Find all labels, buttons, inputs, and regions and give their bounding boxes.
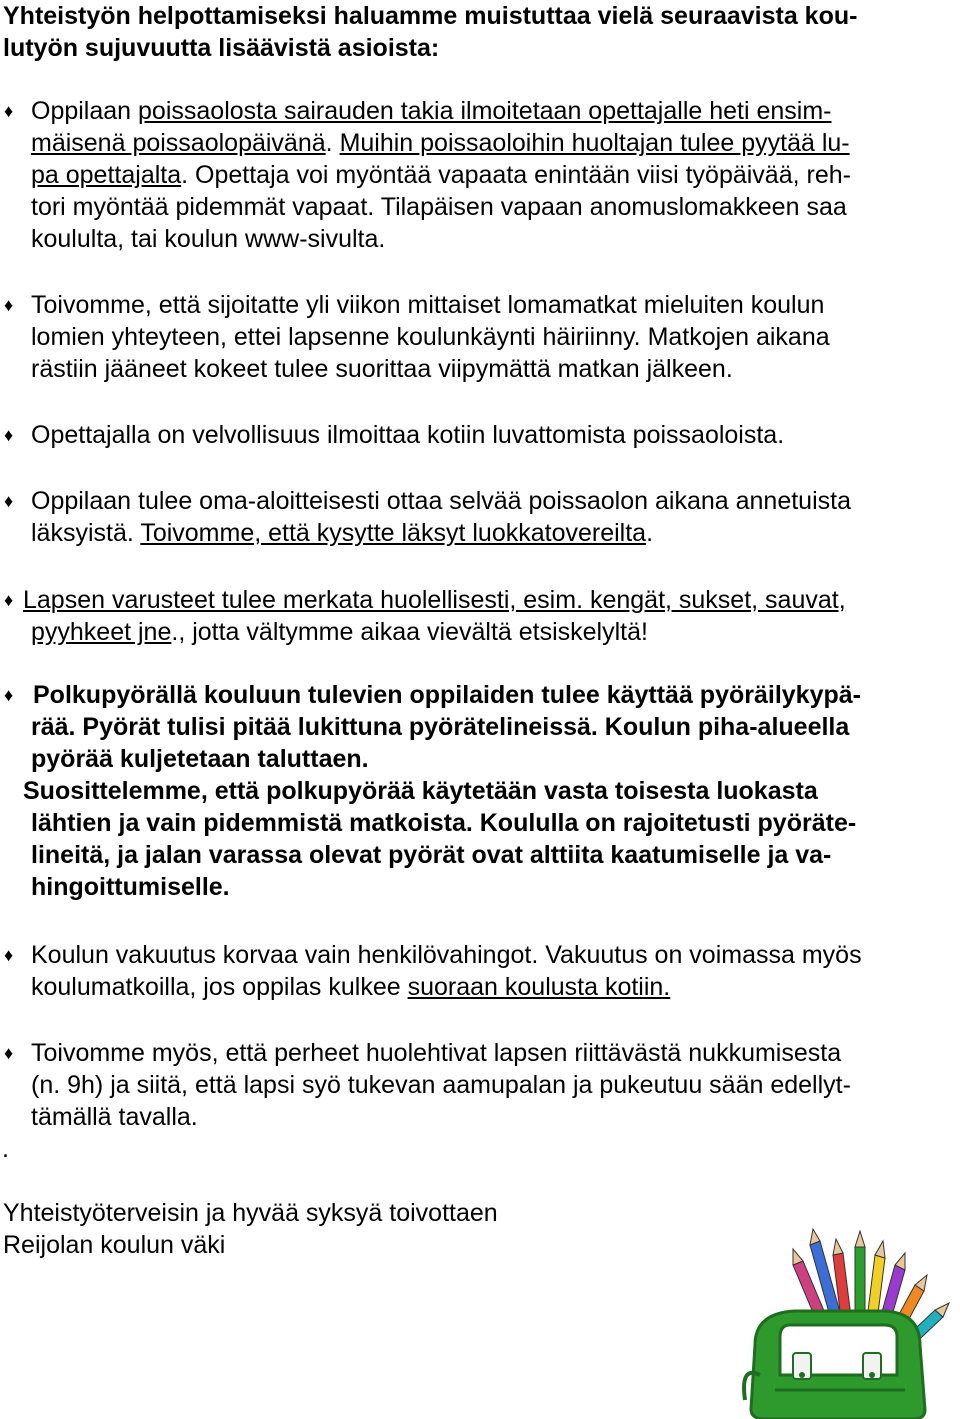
bicycle-recommendation: Suosittelemme, että polkupyörää käytetään vasta toisesta luokasta lähtien ja vain pidemmistä matkoista. Koululla on rajoitetusti pyöräte- lineitä, ja jalan varassa olevat pyörät ovat alttiita kaatumiselle ja va- hingoittumiselle.	[23, 777, 857, 901]
backpack-pencils-icon	[735, 1225, 960, 1419]
closing-signature	[3, 1197, 498, 1261]
diamond-bullet-icon: ♦	[4, 101, 14, 121]
intro-heading-line-2: lutyön sujuvuutta lisäävistä asioista:	[3, 34, 440, 62]
diamond-bullet-icon: ♦	[4, 491, 14, 511]
diamond-bullet-icon: ♦	[4, 425, 14, 445]
diamond-bullet-icon: ♦	[4, 685, 14, 705]
document-page: Yhteistyön helpottamiseksi haluamme muistuttaa vielä seuraavista kou- lutyön sujuvuutta lisäävistä asioista: ♦ Oppilaan poissaolosta sairauden takia ilmoitetaan opettajalle heti ensim- mäisenä poissaolopäivänä. Muihin poissaoloihin huoltajan tulee pyytää lu- pa opettajalta. Opettaja voi myöntää vapaata enintään viisi työpäivää, reh- tori myöntää pidemmät vapaat. Tilapäisen vapaan anomuslomakkeen saa koululta, tai koulun www-sivulta. ♦ Toivomme, että sijoitatte yli viikon mittaiset lomamatkat mieluiten koulun lomien yhteyteen, ettei lapsenne koulunkäynti häiriinny. Matkojen aikana rästiin jääneet kokeet tulee suorittaa viipymättä matkan jälkeen. ♦ Opettajalla on velvollisuus ilmoittaa kotiin luvattomista poissaoloista. ♦ Oppilaan tulee oma-aloitteisesti ottaa selvää poissaolon aikana annetuista läksyistä. Toivomme, että kysytte läksyt luokkatovereilta. ♦ Lapsen varusteet tulee merkata huolellisesti, esim. kengät, sukset, sauvat, pyyhkeet jne., jotta vältymme aikaa vievältä etsiskelyltä! ♦ Polkupyörällä kouluun tulevien oppilaiden tulee käyttää pyöräilykypä- rää. Pyörät tulisi pitää lukittuna pyörätelineissä. Koulun piha-alueella pyörää kuljetetaan taluttaen. Suosittelemme, että polkupyörää käytetään vasta toisesta luokasta lähtien ja vain pidemmistä matkoista. Koululla on rajoitetusti pyöräte- lineitä, ja jalan varassa olevat pyörät ovat alttiita kaatumiselle ja va- hingoittumiselle. ♦ Koulun vakuutus korvaa vain henkilövahingot. Vakuutus on voimassa myös koulumatkoilla, jos oppilas kulkee suoraan koulusta kotiin. ♦ Toivomme myös, että perheet huolehtivat lapsen riittävästä nukkumisesta (n. 9h) ja siitä, että lapsi syö tukevan aamupalan ja pukeutuu sään edellyt- tämällä tavalla. . Yhteistyöterveisin ja hyvää syksyä toivottaen Reijolan koulun väki	[0, 0, 960, 1419]
stray-dot: .	[2, 1135, 9, 1163]
diamond-bullet-icon: ♦	[4, 945, 14, 965]
diamond-bullet-icon: ♦	[4, 590, 14, 610]
link-sick-absence: poissaolosta sairauden takia ilmoitetaan opettajalle heti ensim-	[138, 97, 832, 125]
list-item-gear: ♦ Lapsen varusteet tulee merkata huolellisesti, esim. kengät, sukset, sauvat, pyyhkeet jne., jotta vältymme aikaa vievältä etsiskelyltä!	[4, 586, 846, 646]
intro-heading	[3, 0, 953, 64]
closing-greeting: Yhteistyöterveisin ja hyvää syksyä toivottaen	[3, 1199, 498, 1227]
closing-sender: Reijolan koulun väki	[3, 1231, 226, 1259]
backpack-illustration	[744, 1311, 925, 1419]
diamond-bullet-icon: ♦	[4, 1043, 14, 1063]
diamond-bullet-icon: ♦	[4, 295, 14, 315]
intro-heading-line-1: Yhteistyön helpottamiseksi haluamme muistuttaa vielä seuraavista kou-	[3, 2, 858, 30]
